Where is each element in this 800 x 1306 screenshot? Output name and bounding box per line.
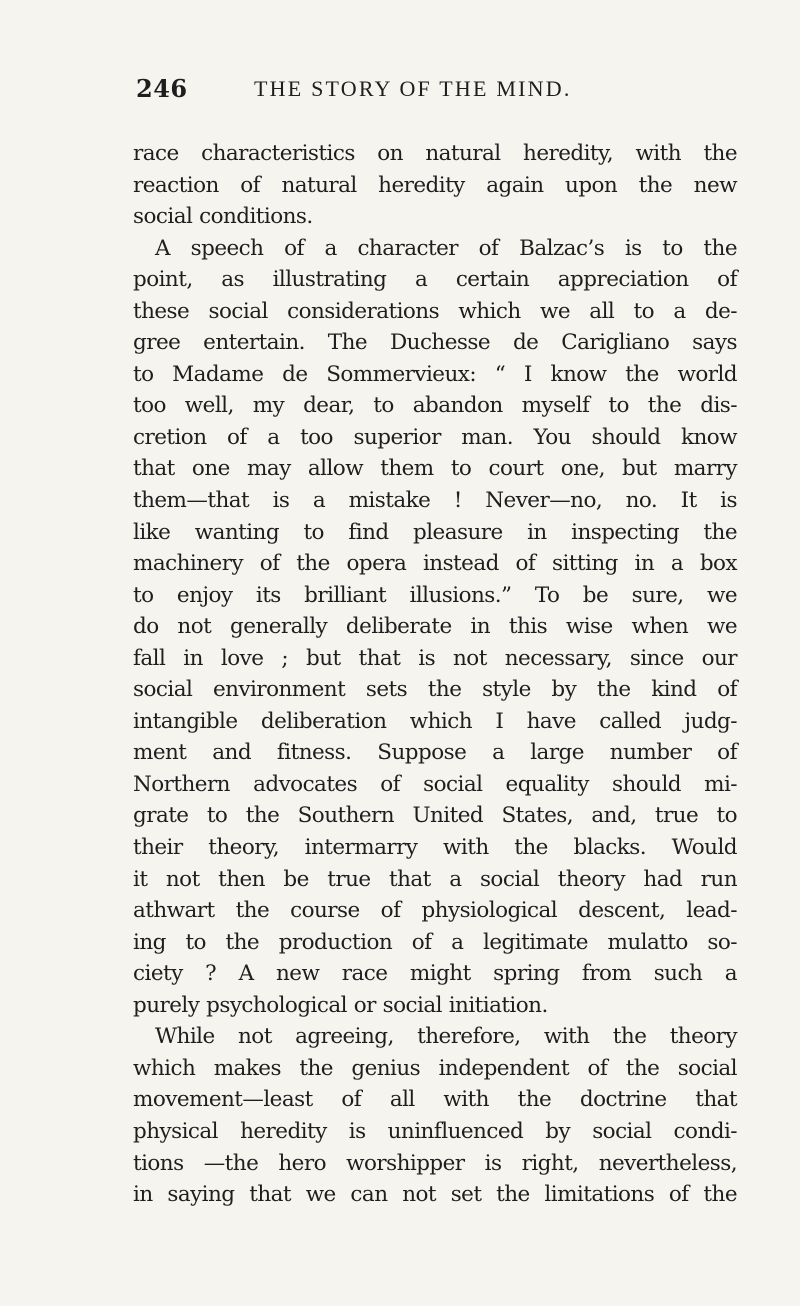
text-line: ciety ? A new race might spring from such a (133, 961, 737, 987)
text-line: which makes the genius independent of the social (133, 1055, 737, 1081)
text-line: them—that is a mistake ! Never—no, no. It is (133, 488, 737, 514)
text-line: cretion of a too superior man. You should know (133, 424, 737, 450)
text-line: ing to the production of a legitimate mulatto so- (133, 929, 737, 955)
running-title: THE STORY OF THE MIND. (254, 76, 572, 101)
text-line: that one may allow them to court one, but marry (133, 456, 737, 482)
text-line: these social considerations which we all to a de- (133, 298, 737, 324)
text-line: movement—least of all with the doctrine that (133, 1087, 737, 1113)
text-line: fall in love ; but that is not necessary, since our (133, 645, 737, 671)
text-line: reaction of natural heredity again upon the new (133, 172, 737, 198)
body-text (133, 138, 737, 1211)
text-line: social environment sets the style by the kind of (133, 677, 737, 703)
text-line: their theory, intermarry with the blacks. Would (133, 835, 737, 861)
text-line: like wanting to find pleasure in inspecting the (133, 519, 737, 545)
text-line: intangible deliberation which I have called judg- (133, 708, 737, 734)
text-line: to Madame de Sommervieux: “ I know the world (133, 361, 737, 387)
text-line: ment and fitness. Suppose a large number of (133, 740, 737, 766)
text-line: to enjoy its brilliant illusions.” To be sure, we (133, 582, 737, 608)
text-line: athwart the course of physiological descent, lead- (133, 898, 737, 924)
text-line: A speech of a character of Balzac’s is to the (155, 235, 737, 261)
text-line: purely psychological or social initiation. (133, 992, 548, 1018)
text-line: Northern advocates of social equality should mi- (133, 771, 737, 797)
page-number: 246 (136, 74, 188, 103)
text-line: social conditions. (133, 204, 313, 230)
text-line: in saying that we can not set the limitations of the (133, 1182, 737, 1208)
text-line: too well, my dear, to abandon myself to the dis- (133, 393, 737, 419)
text-line: grate to the Southern United States, and, true to (133, 803, 737, 829)
text-line: tions —the hero worshipper is right, nevertheless, (133, 1150, 737, 1176)
text-line: While not agreeing, therefore, with the theory (155, 1024, 737, 1050)
text-line: race characteristics on natural heredity, with the (133, 141, 737, 166)
text-line: do not generally deliberate in this wise when we (133, 614, 737, 640)
text-line: machinery of the opera instead of sitting in a box (133, 551, 737, 577)
text-line: gree entertain. The Duchesse de Carigliano says (133, 330, 737, 356)
text-line: physical heredity is uninfluenced by social condi- (133, 1118, 737, 1144)
text-line: it not then be true that a social theory had run (133, 866, 737, 892)
page-header (136, 74, 736, 114)
text-line: point, as illustrating a certain appreciation of (133, 267, 737, 293)
